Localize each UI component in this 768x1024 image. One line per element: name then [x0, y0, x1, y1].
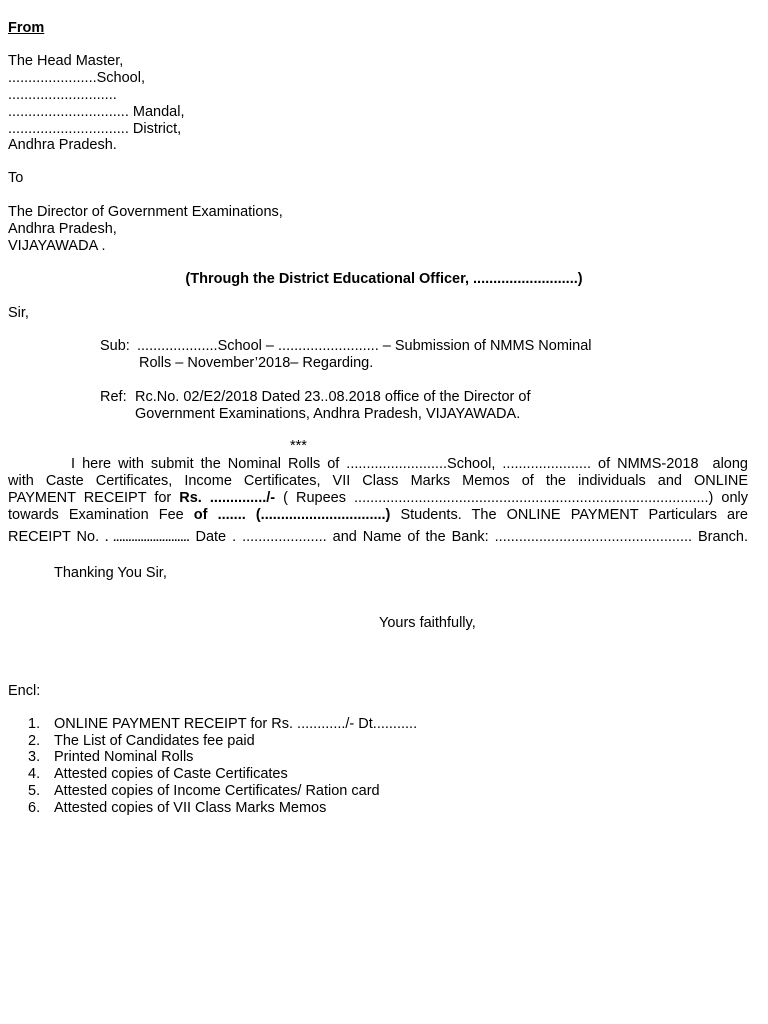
recipient-line: The Director of Government Examinations,: [8, 204, 283, 220]
reference-line: Rc.No. 02/E2/2018 Dated 23..08.2018 office of the Director of: [135, 389, 531, 405]
body-text: Students. The ONLINE PAYMENT Particulars are: [390, 507, 748, 523]
recipient-line: Andhra Pradesh,: [8, 221, 117, 237]
list-text: ONLINE PAYMENT RECEIPT for Rs. ............/- Dt...........: [54, 716, 418, 732]
enclosures-list: [28, 716, 417, 816]
through-line: (Through the District Educational Officer, ..........................): [185, 271, 583, 287]
list-number: 3.: [28, 749, 41, 766]
list-text: Attested copies of Caste Certificates: [54, 766, 288, 783]
receipt-number-field: . .........................: [105, 532, 190, 544]
separator: ***: [290, 438, 307, 454]
body-text: PAYMENT RECEIPT for: [8, 490, 180, 506]
sender-line: ......................School,: [8, 70, 145, 86]
body-text: RECEIPT No.: [8, 529, 106, 545]
list-text: Attested copies of Income Certificates/ Ration card: [54, 782, 380, 799]
list-item: [28, 733, 417, 750]
student-count-field: of ....... (...............................): [193, 507, 391, 523]
sender-line: .............................. Mandal,: [8, 104, 185, 120]
sender-line: ...........................: [8, 87, 117, 103]
reference-line: Government Examinations, Andhra Pradesh, VIJAYAWADA.: [135, 406, 521, 422]
body-line: I here with submit the Nominal Rolls of .........................School, ...................... of NMMS-2018 along: [8, 456, 748, 472]
body-text: Date . ..................... and Name of the Bank: ................................................. Branch.: [189, 529, 748, 545]
body-paragraph: [8, 456, 748, 547]
to-heading: To: [8, 170, 24, 186]
fee-amount-field: Rs. ............../-: [179, 490, 276, 506]
body-text: towards Examination Fee: [8, 507, 194, 523]
body-line: [8, 529, 748, 547]
enclosures-label: Encl:: [8, 683, 41, 699]
signoff: Yours faithfully,: [379, 615, 476, 631]
list-number: 6.: [28, 799, 41, 816]
list-text: Attested copies of VII Class Marks Memos: [54, 799, 327, 816]
body-text: ( Rupees ........................................................................................) only: [275, 490, 748, 506]
reference-label: Ref:: [100, 389, 127, 405]
list-item: [28, 783, 417, 800]
sender-line: Andhra Pradesh.: [8, 137, 117, 153]
list-item: [28, 766, 417, 783]
body-line: [8, 490, 748, 507]
list-number: 5.: [28, 782, 41, 799]
list-number: 4.: [28, 766, 41, 783]
subject-label: Sub:: [100, 338, 130, 354]
list-item: [28, 716, 417, 733]
list-text: The List of Candidates fee paid: [54, 732, 255, 749]
salutation: Sir,: [8, 305, 29, 321]
sender-line: .............................. District,: [8, 121, 182, 137]
from-heading: From: [8, 20, 45, 36]
sender-line: The Head Master,: [8, 53, 124, 69]
recipient-line: VIJAYAWADA .: [8, 238, 106, 254]
list-number: 2.: [28, 732, 41, 749]
subject-line: Rolls – November’2018– Regarding.: [139, 355, 374, 371]
subject-line: ....................School – ......................... – Submission of NMMS Nominal: [137, 338, 592, 354]
list-text: Printed Nominal Rolls: [54, 749, 194, 766]
list-item: [28, 749, 417, 766]
closing: Thanking You Sir,: [54, 565, 167, 581]
list-item: [28, 800, 417, 817]
list-number: 1.: [28, 716, 41, 732]
body-line: with Caste Certificates, Income Certificates, VII Class Marks Memos of the individuals and ONLINE: [8, 473, 748, 489]
body-line: [8, 507, 748, 524]
